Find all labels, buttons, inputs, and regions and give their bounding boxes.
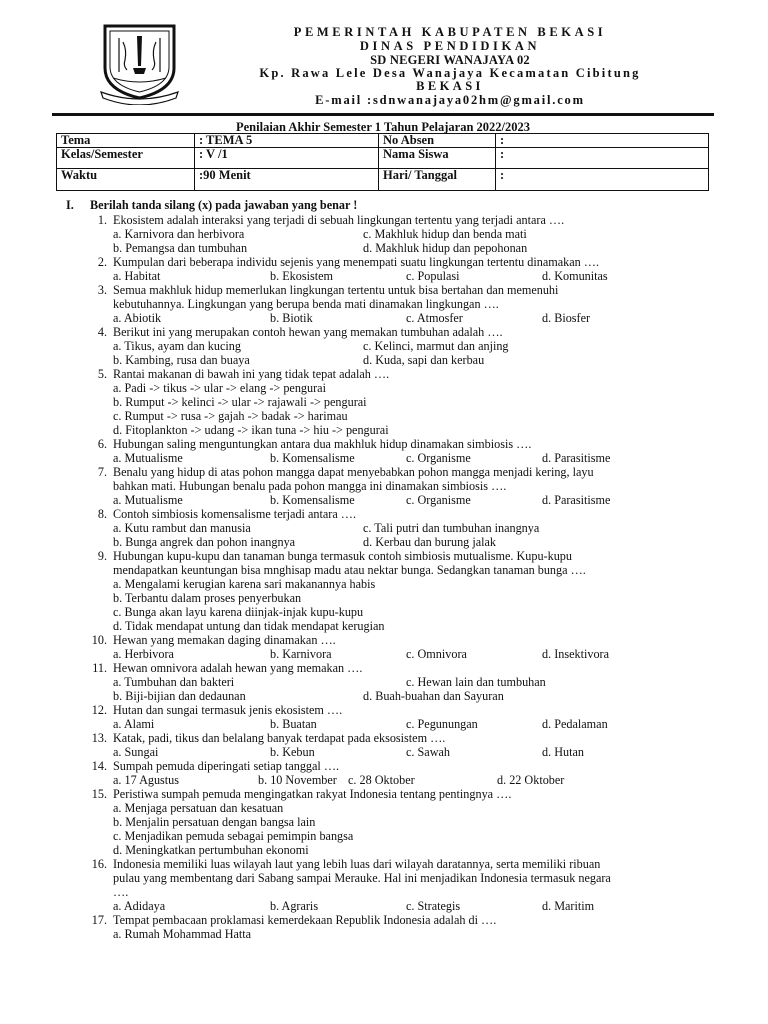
question-number: 10. <box>91 633 107 647</box>
question-number: 8. <box>97 507 107 521</box>
answer-option: a. Alami <box>113 717 155 731</box>
answer-option: c. Hewan lain dan tumbuhan <box>406 675 546 689</box>
info-label: Hari/ Tanggal <box>379 169 496 191</box>
question-number: 13. <box>91 731 107 745</box>
question-text: Hutan dan sungai termasuk jenis ekosistem …. <box>113 703 343 717</box>
answer-option: a. Menjaga persatuan dan kesatuan <box>113 801 284 815</box>
answer-option: c. Strategis <box>406 899 461 913</box>
info-value: : <box>496 169 709 191</box>
question-number: 15. <box>91 787 107 801</box>
info-value: : <box>496 148 709 169</box>
answer-option: d. Meningkatkan pertumbuhan ekonomi <box>113 843 309 857</box>
answer-option: d. Maritim <box>542 899 595 913</box>
student-info-table <box>56 133 709 191</box>
answer-option: a. 17 Agustus <box>113 773 180 787</box>
answer-option: c. Pegunungan <box>406 717 478 731</box>
info-value: : TEMA 5 <box>195 134 379 148</box>
question-text: Berikut ini yang merupakan contoh hewan yang memakan tumbuhan adalah …. <box>113 325 503 339</box>
answer-option: a. Padi -> tikus -> ular -> elang -> pengurai <box>113 381 326 395</box>
question-text: Sumpah pemuda diperingati setiap tanggal …. <box>113 759 340 773</box>
info-label: Tema <box>57 134 195 148</box>
answer-option: d. Pedalaman <box>542 717 608 731</box>
question-text: Hubungan saling menguntungkan antara dua makhluk hidup dinamakan simbiosis …. <box>113 437 532 451</box>
answer-option: d. Hutan <box>542 745 584 759</box>
answer-option: b. Agraris <box>270 899 319 913</box>
answer-option: b. Komensalisme <box>270 493 355 507</box>
bekasi-regency-crest-icon <box>97 20 182 105</box>
answer-option: b. Menjalin persatuan dengan bangsa lain <box>113 815 316 829</box>
header-school-name: SD NEGERI WANAJAYA 02 <box>370 53 530 67</box>
answer-option: b. Kebun <box>270 745 315 759</box>
answer-option: c. Bunga akan layu karena diinjak-injak kupu-kupu <box>113 605 364 619</box>
question-number: 11. <box>92 661 107 675</box>
answer-option: b. Karnivora <box>270 647 332 661</box>
info-label: Kelas/Semester <box>57 148 195 169</box>
header-city: BEKASI <box>416 79 484 93</box>
answer-option: d. 22 Oktober <box>497 773 565 787</box>
answer-option: d. Biosfer <box>542 311 591 325</box>
section-instruction: Berilah tanda silang (x) pada jawaban yang benar ! <box>90 198 358 212</box>
question-text: Indonesia memiliki luas wilayah laut yang lebih luas dari wilayah daratannya, serta memiliki ribuan <box>113 857 601 871</box>
answer-option: a. Rumah Mohammad Hatta <box>113 927 252 941</box>
question-text: Peristiwa sumpah pemuda mengingatkan rakyat Indonesia tentang pentingnya …. <box>113 787 512 801</box>
answer-option: a. Herbivora <box>113 647 174 661</box>
header-department: DINAS PENDIDIKAN <box>359 39 541 53</box>
question-number: 2. <box>97 255 107 269</box>
question-text: Ekosistem adalah interaksi yang terjadi di sebuah lingkungan tertentu yang terjadi antara …. <box>113 213 565 227</box>
answer-option: a. Tikus, ayam dan kucing <box>113 339 241 353</box>
question-text: Benalu yang hidup di atas pohon mangga dapat menyebabkan pohon mangga menjadi kering, layu <box>113 465 594 479</box>
answer-option: c. 28 Oktober <box>348 773 415 787</box>
answer-option: d. Komunitas <box>542 269 608 283</box>
answer-option: b. Biotik <box>270 311 313 325</box>
info-label: Waktu <box>57 169 195 191</box>
info-label: No Absen <box>379 134 496 148</box>
answer-option: b. 10 November <box>258 773 337 787</box>
answer-option: c. Sawah <box>406 745 450 759</box>
answer-option: a. Mutualisme <box>113 493 183 507</box>
answer-option: c. Populasi <box>406 269 460 283</box>
question-number: 16. <box>91 857 107 871</box>
answer-option: a. Adidaya <box>113 899 166 913</box>
question-number: 3. <box>97 283 107 297</box>
info-value: : V /1 <box>195 148 379 169</box>
question-text: Contoh simbiosis komensalisme terjadi antara …. <box>113 507 357 521</box>
answer-option: d. Tidak mendapat untung dan tidak mendapat kerugian <box>113 619 385 633</box>
question-text: Rantai makanan di bawah ini yang tidak tepat adalah …. <box>113 367 390 381</box>
answer-option: a. Kutu rambut dan manusia <box>113 521 251 535</box>
answer-option: c. Omnivora <box>406 647 467 661</box>
question-text: Semua makhluk hidup memerlukan lingkungan tertentu untuk bisa bertahan dan memenuhi <box>113 283 559 297</box>
answer-option: c. Rumput -> rusa -> gajah -> badak -> harimau <box>113 409 348 423</box>
answer-option: a. Abiotik <box>113 311 162 325</box>
question-number: 14. <box>91 759 107 773</box>
header-government: PEMERINTAH KABUPATEN BEKASI <box>293 25 607 39</box>
answer-option: b. Buatan <box>270 717 317 731</box>
answer-option: b. Pemangsa dan tumbuhan <box>113 241 248 255</box>
answer-option: a. Habitat <box>113 269 161 283</box>
answer-option: d. Insektivora <box>542 647 610 661</box>
question-text: bahkan mati. Hubungan benalu pada pohon mangga ini dinamakan simbiosis …. <box>113 479 507 493</box>
answer-option: b. Kambing, rusa dan buaya <box>113 353 250 367</box>
answer-option: b. Ekosistem <box>270 269 333 283</box>
question-text: Hubungan kupu-kupu dan tanaman bunga termasuk contoh simbiosis mutualisme. Kupu-kupu <box>113 549 572 563</box>
question-number: 4. <box>97 325 107 339</box>
answer-option: b. Bunga angrek dan pohon inangnya <box>113 535 296 549</box>
header-email: E-mail :sdnwanajaya02hm@gmail.com <box>315 93 585 107</box>
question-number: 1. <box>97 213 107 227</box>
answer-option: b. Rumput -> kelinci -> ular -> rajawali -> pengurai <box>113 395 367 409</box>
question-number: 7. <box>97 465 107 479</box>
answer-option: a. Mengalami kerugian karena sari makanannya habis <box>113 577 376 591</box>
answer-option: b. Terbantu dalam proses penyerbukan <box>113 591 302 605</box>
question-text: mendapatkan keuntungan bisa mnghisap madu atau nektar bunga. Sedangkan tanaman bunga …. <box>113 563 586 577</box>
question-number: 5. <box>97 367 107 381</box>
answer-option: d. Fitoplankton -> udang -> ikan tuna -> hiu -> pengurai <box>113 423 389 437</box>
info-value: :90 Menit <box>195 169 379 191</box>
question-text: Hewan yang memakan daging dinamakan …. <box>113 633 336 647</box>
header-divider <box>52 113 714 116</box>
answer-option: d. Parasitisme <box>542 493 611 507</box>
answer-option: d. Parasitisme <box>542 451 611 465</box>
section-number: I. <box>66 198 74 212</box>
exam-title: Penilaian Akhir Semester 1 Tahun Pelajaran 2022/2023 <box>235 120 530 134</box>
answer-option: c. Atmosfer <box>406 311 463 325</box>
question-text: Tempat pembacaan proklamasi kemerdekaan Republik Indonesia adalah di …. <box>113 913 497 927</box>
header-address: Kp. Rawa Lele Desa Wanajaya Kecamatan Cibitung <box>259 66 641 80</box>
question-text: kebutuhannya. Lingkungan yang berupa benda mati dinamakan lingkungan …. <box>113 297 499 311</box>
answer-option: c. Kelinci, marmut dan anjing <box>363 339 509 353</box>
answer-option: d. Kuda, sapi dan kerbau <box>363 353 485 367</box>
answer-option: b. Komensalisme <box>270 451 355 465</box>
question-text: Hewan omnivora adalah hewan yang memakan …. <box>113 661 363 675</box>
answer-option: c. Makhluk hidup dan benda mati <box>363 227 527 241</box>
question-number: 9. <box>97 549 107 563</box>
answer-option: a. Sungai <box>113 745 159 759</box>
question-number: 12. <box>91 703 107 717</box>
answer-option: d. Kerbau dan burung jalak <box>363 535 497 549</box>
answer-option: d. Makhluk hidup dan pepohonan <box>363 241 528 255</box>
question-text: Katak, padi, tikus dan belalang banyak terdapat pada eksosistem …. <box>113 731 446 745</box>
answer-option: d. Buah-buahan dan Sayuran <box>363 689 504 703</box>
question-number: 6. <box>97 437 107 451</box>
answer-option: c. Menjadikan pemuda sebagai pemimpin bangsa <box>113 829 354 843</box>
answer-option: a. Karnivora dan herbivora <box>113 227 245 241</box>
question-text: …. <box>113 885 129 899</box>
answer-option: b. Biji-bijian dan dedaunan <box>113 689 246 703</box>
answer-option: a. Tumbuhan dan bakteri <box>113 675 235 689</box>
question-number: 17. <box>91 913 107 927</box>
question-text: Kumpulan dari beberapa individu sejenis yang menempati suatu lingkungan tertentu dinamakan …. <box>113 255 600 269</box>
answer-option: c. Organisme <box>406 493 471 507</box>
info-label: Nama Siswa <box>379 148 496 169</box>
answer-option: a. Mutualisme <box>113 451 183 465</box>
info-value: : <box>496 134 709 148</box>
question-text: pulau yang membentang dari Sabang sampai Merauke. Hal ini menjadikan Indonesia termasuk negara <box>113 871 611 885</box>
answer-option: c. Tali putri dan tumbuhan inangnya <box>363 521 540 535</box>
answer-option: c. Organisme <box>406 451 471 465</box>
